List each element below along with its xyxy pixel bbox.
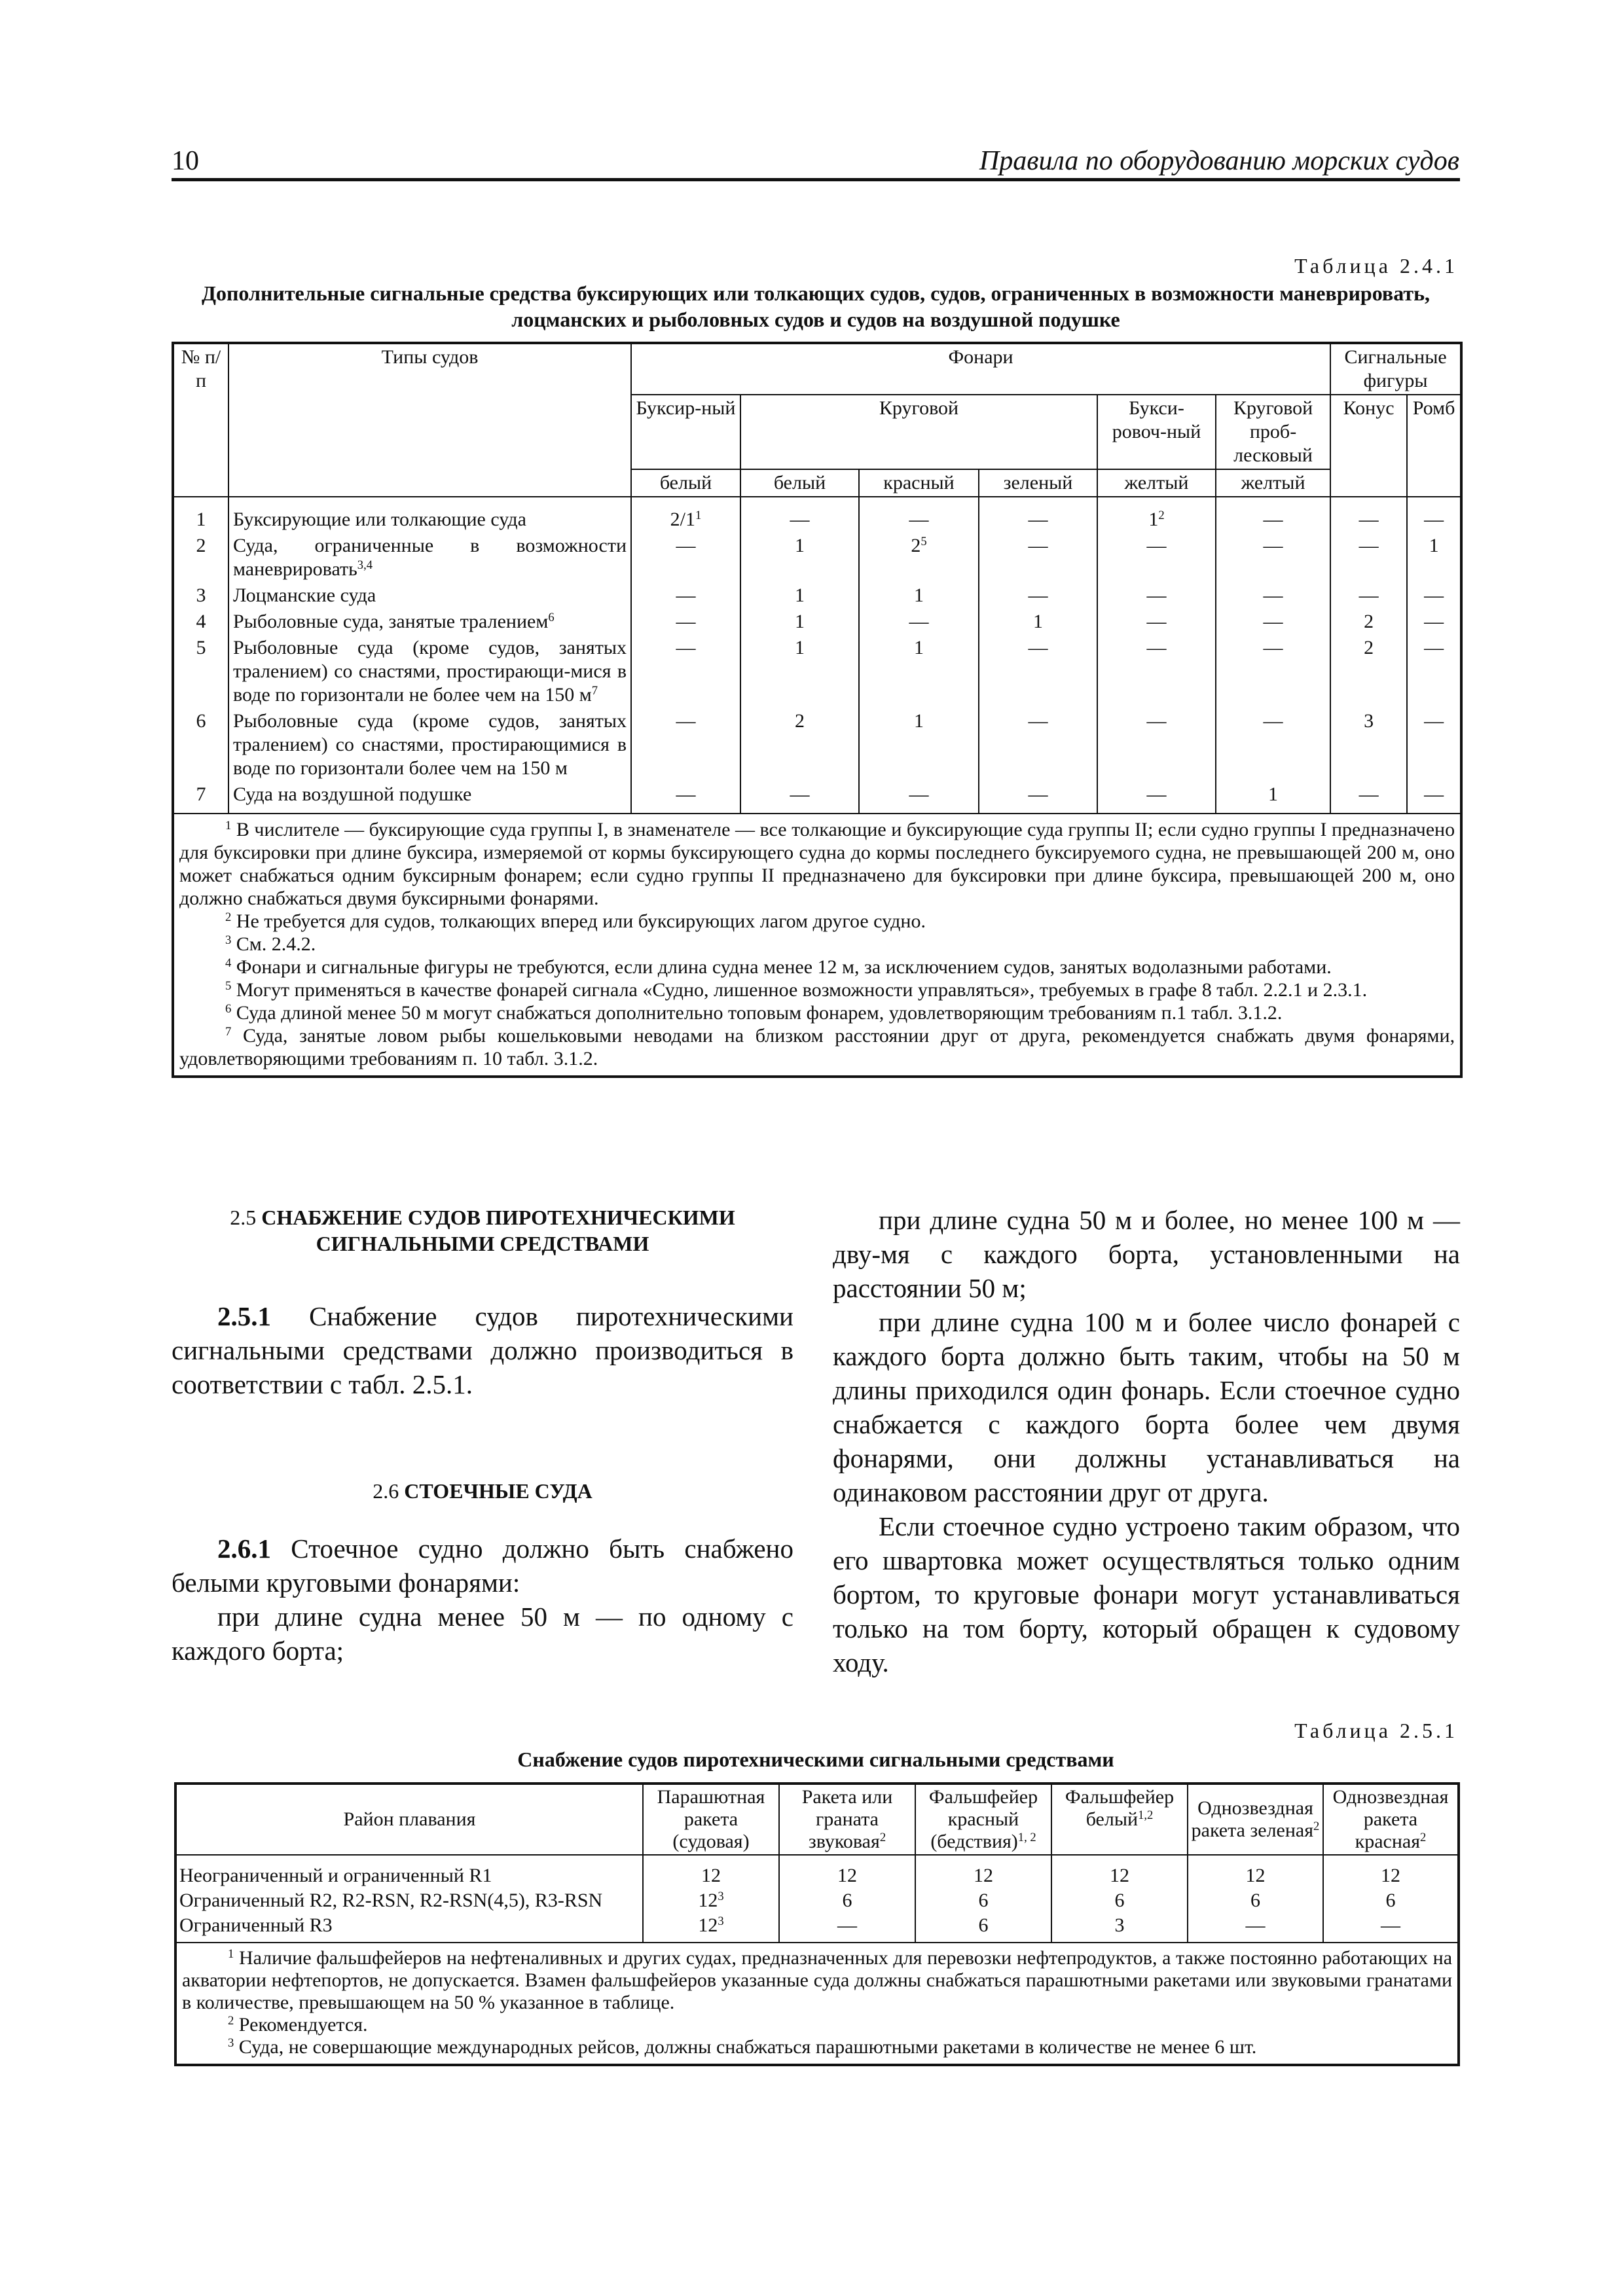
cell: 6	[1051, 1888, 1188, 1913]
col-red-star-rocket-header: Однозвездная ракета красная$^2$	[1323, 1784, 1459, 1855]
vessel-type: Рыболовные суда (кроме судов, занятых тралением) со снастями, простирающимися в воде по горизонтали более чем на 150 м	[228, 708, 631, 781]
cell: —	[859, 781, 979, 814]
row-num: 1	[173, 497, 228, 533]
cell: —	[979, 781, 1097, 814]
cell: —	[1097, 583, 1216, 609]
cell: 12	[643, 1855, 779, 1888]
cell: 6	[915, 1913, 1051, 1943]
navigation-area: Неограниченный и ограниченный R1	[175, 1855, 643, 1888]
cell: —	[979, 708, 1097, 781]
color-green: зеленый	[979, 469, 1097, 497]
col-white-flare-header: Фальшфейер белый$^{1,2}$	[1051, 1784, 1188, 1855]
footnote: $^5$ Могут применяться в качестве фонарей сигнала «Судно, лишенное возможности управляться», требуемых в графе 8 табл. 2.2.1 и 2.3.1.	[225, 978, 1368, 1001]
row-num: 4	[173, 609, 228, 635]
footnote: $^7$ Суда, занятые ловом рыбы кошельковыми неводами на близком расстоянии друг от друга, рекомендуется снабжать двумя фонарями, удовлетворяющими требованиям п. 10 табл. 3.1.2.	[179, 1024, 1455, 1069]
row-num: 3	[173, 583, 228, 609]
cell: —	[1216, 533, 1330, 583]
cell: 6	[915, 1888, 1051, 1913]
row-num: 7	[173, 781, 228, 814]
footnote: $^6$ Суда длиной менее 50 м могут снабжаться дополнительно топовым фонарем, удовлетворяющим требованиям п.1 табл. 3.1.2.	[225, 1001, 1283, 1024]
cell: —	[979, 635, 1097, 708]
color-white-1: белый	[631, 469, 740, 497]
page-number: 10	[172, 146, 199, 176]
row-num: 5	[173, 635, 228, 708]
cell: $2^5$	[859, 533, 979, 583]
table-row	[173, 533, 1461, 583]
color-yellow-2: желтый	[1216, 469, 1330, 497]
paragraph-2-6-1-continued: при длине судна 50 м и более, но менее 100 м — дву-мя с каждого борта, установленными на расстоянии 50 м; при длине судна 100 м и более число фонарей с каждого борта должно быть таким, чтобы на 50 м длины приходился один фонарь. Если стоечное судно снабжается с каждого борта более чем двумя фонарями, они должны устанавливаться на одинаковом расстоянии друг от друга. Если стоечное судно устроено таким образом, что его швартовка может осуществляться только одним бортом, то круговые фонари могут устанавливаться только на том борту, который обращен к судовому ходу.	[833, 1205, 1460, 1677]
vessel-type: Суда на воздушной подушке	[228, 781, 631, 814]
cell: —	[1330, 781, 1407, 814]
table-2-4-1-caption: Дополнительные сигнальные средства буксирующих или толкающих судов, судов, ограниченных в возможности маневрировать, лоцманских и рыболовных судов и судов на воздушной подушке	[201, 281, 1431, 331]
table-row	[175, 1888, 1459, 1913]
table-footnotes-row	[173, 814, 1461, 1077]
cell: 12	[1051, 1855, 1188, 1888]
footnote: $^1$ Наличие фальшфейеров на нефтеналивных и других судах, предназначенных для перевозки нефтепродуктов, а также постоянно работающих на акватории нефтепортов, не допускается. Взамен фальшфейеров указанные суда должны снабжаться парашютными ракетами или звуковыми гранатами в количестве, превышающем на 50 % указанное в таблице.	[182, 1946, 1453, 2013]
paragraph-2-5-1: 2.5.1 Снабжение судов пиротехническими сигнальными средствами должно производиться в соответствии с табл. 2.5.1.	[172, 1301, 793, 1399]
col-cone-header: Конус	[1330, 395, 1407, 497]
color-white-2: белый	[740, 469, 859, 497]
cell: $1^2$	[1097, 497, 1216, 533]
table-row	[173, 635, 1461, 708]
cell: 1	[740, 635, 859, 708]
header-rule	[172, 178, 1460, 181]
table-row	[173, 781, 1461, 814]
vessel-type: Рыболовные суда, занятые тралением$^6$	[228, 609, 631, 635]
col-types-header: Типы судов	[228, 343, 631, 497]
running-title: Правила по оборудованию морских судов	[979, 146, 1459, 176]
table-2-4-1-label: Таблица 2.4.1	[1294, 254, 1458, 278]
footnote: $^4$ Фонари и сигнальные фигуры не требуются, если длина судна менее 12 м, за исключением судов, занятых водолазными работами.	[225, 956, 1332, 978]
cell: 12	[915, 1855, 1051, 1888]
cell: —	[979, 533, 1097, 583]
cell: —	[1097, 609, 1216, 635]
table-footnotes-row	[175, 1943, 1459, 2065]
cell: —	[1216, 635, 1330, 708]
col-rhombus-header: Ромб	[1407, 395, 1461, 497]
col-red-flare-header: Фальшфейер красный (бедствия)$^{1, 2}$	[915, 1784, 1051, 1855]
cell: —	[1216, 497, 1330, 533]
footnote: $^2$ Рекомендуется.	[228, 2013, 368, 2036]
cell: 1	[1216, 781, 1330, 814]
col-parachute-rocket-header: Парашютная ракета (судовая)	[643, 1784, 779, 1855]
cell: —	[1097, 781, 1216, 814]
cell: 1	[859, 583, 979, 609]
color-yellow-1: желтый	[1097, 469, 1216, 497]
row-num: 6	[173, 708, 228, 781]
cell: —	[1407, 635, 1461, 708]
cell: —	[1216, 708, 1330, 781]
cell: 1	[740, 533, 859, 583]
navigation-area: Ограниченный R3	[175, 1913, 643, 1943]
section-2-5-heading: 2.5 СНАБЖЕНИЕ СУДОВ ПИРОТЕХНИЧЕСКИМИ СИГНАЛЬНЫМИ СРЕДСТВАМИ	[230, 1206, 735, 1255]
cell: —	[740, 497, 859, 533]
cell: 3	[1051, 1913, 1188, 1943]
col-circular-flashing-header: Круговой проб-лесковый	[1216, 395, 1330, 469]
cell: —	[1330, 533, 1407, 583]
cell: —	[631, 583, 740, 609]
col-tow-vessel-header: Букси-ровоч-ный	[1097, 395, 1216, 469]
col-lights-header: Фонари	[631, 343, 1330, 395]
cell: —	[631, 708, 740, 781]
cell: —	[1330, 497, 1407, 533]
cell: —	[1407, 781, 1461, 814]
footnote: $^2$ Не требуется для судов, толкающих вперед или буксирующих лагом другое судно.	[225, 910, 926, 932]
cell: —	[631, 635, 740, 708]
cell: 2	[1330, 635, 1407, 708]
table-2-5-1	[174, 1782, 1460, 2066]
table-row	[173, 708, 1461, 781]
vessel-type: Буксирующие или толкающие суда	[228, 497, 631, 533]
cell: —	[1407, 497, 1461, 533]
cell: —	[631, 781, 740, 814]
navigation-area: Ограниченный R2, R2-RSN, R2-RSN(4,5), R3-RSN	[175, 1888, 643, 1913]
row-num: 2	[173, 533, 228, 583]
col-sound-rocket-header: Ракета или граната звуковая$^2$	[779, 1784, 915, 1855]
cell: 1	[859, 635, 979, 708]
cell: —	[1407, 583, 1461, 609]
cell: —	[1097, 533, 1216, 583]
cell: —	[740, 781, 859, 814]
cell: 12	[779, 1855, 915, 1888]
cell: —	[631, 609, 740, 635]
cell: —	[1330, 583, 1407, 609]
cell: 2	[1330, 609, 1407, 635]
cell: 12	[1323, 1855, 1459, 1888]
table-2-5-1-label: Таблица 2.5.1	[1294, 1719, 1458, 1742]
col-area-header: Район плавания	[175, 1784, 643, 1855]
footnote: $^3$ См. 2.4.2.	[225, 933, 316, 955]
cell: —	[979, 497, 1097, 533]
cell: 12	[1188, 1855, 1323, 1888]
cell: $12^3$	[643, 1913, 779, 1943]
cell: 2	[740, 708, 859, 781]
color-red: красный	[859, 469, 979, 497]
cell: 1	[859, 708, 979, 781]
cell: —	[779, 1913, 915, 1943]
col-num-header: № п/п	[173, 343, 228, 497]
cell: $12^3$	[643, 1888, 779, 1913]
col-green-star-rocket-header: Однозвездная ракета зеленая$^2$	[1188, 1784, 1323, 1855]
paragraph-2-6-1: 2.6.1 Стоечное судно должно быть снабжено белыми круговыми фонарями: при длине судна менее 50 м — по одному с каждого борта;	[172, 1534, 793, 1666]
cell: —	[631, 533, 740, 583]
table-row	[175, 1855, 1459, 1888]
cell: 1	[740, 583, 859, 609]
cell: —	[859, 609, 979, 635]
col-signal-figures-header: Сигнальные фигуры	[1330, 343, 1461, 395]
vessel-type: Рыболовные суда (кроме судов, занятых тралением) со снастями, простирающи-мися в воде по горизонтали не более чем на 150 $м^7$	[228, 635, 631, 708]
table-footnotes	[175, 1943, 1459, 2065]
col-circular-header: Круговой	[740, 395, 1097, 469]
cell: $2/1^1$	[631, 497, 740, 533]
cell: —	[1407, 609, 1461, 635]
cell: —	[1188, 1913, 1323, 1943]
cell: —	[1097, 708, 1216, 781]
footnote: $^3$ Суда, не совершающие международных рейсов, должны снабжаться парашютными ракетами в количестве не менее 6 шт.	[228, 2036, 1257, 2058]
cell: 3	[1330, 708, 1407, 781]
vessel-type: Лоцманские суда	[228, 583, 631, 609]
cell: 6	[1323, 1888, 1459, 1913]
table-row	[173, 497, 1461, 533]
cell: —	[1407, 708, 1461, 781]
cell: —	[1097, 635, 1216, 708]
table-row	[173, 583, 1461, 609]
col-towing-header: Буксир-ный	[631, 395, 740, 469]
cell: —	[1323, 1913, 1459, 1943]
cell: 1	[740, 609, 859, 635]
cell: —	[1216, 583, 1330, 609]
vessel-type: Суда, ограниченные в возможности маневрировать$^{3,4}$	[228, 533, 631, 583]
cell: 6	[1188, 1888, 1323, 1913]
cell: —	[859, 497, 979, 533]
cell: —	[1216, 609, 1330, 635]
table-footnotes	[173, 814, 1461, 1077]
cell: 1	[1407, 533, 1461, 583]
cell: 6	[779, 1888, 915, 1913]
cell: 1	[979, 609, 1097, 635]
table-row	[175, 1913, 1459, 1943]
footnote: $^1$ В числителе — буксирующие суда группы I, в знаменателе — все толкающие и буксирующие суда группы II; если судно группы I предназначено для буксировки при длине буксира, измеряемой от кормы буксирующего судна до кормы последнего буксируемого судна, не превышающей 200 м, оно может снабжаться одним буксирным фонарем; если судно группы II предназначено для буксировки при длине буксира, превышающей 200 м, оно должно снабжаться двумя буксирными фонарями.	[179, 818, 1455, 909]
cell: —	[979, 583, 1097, 609]
table-row	[173, 609, 1461, 635]
table-2-5-1-caption: Снабжение судов пиротехническими сигнальными средствами	[517, 1748, 1114, 1771]
section-2-6-heading: 2.6 СТОЕЧНЫЕ СУДА	[373, 1479, 593, 1503]
table-2-4-1	[172, 342, 1463, 1078]
